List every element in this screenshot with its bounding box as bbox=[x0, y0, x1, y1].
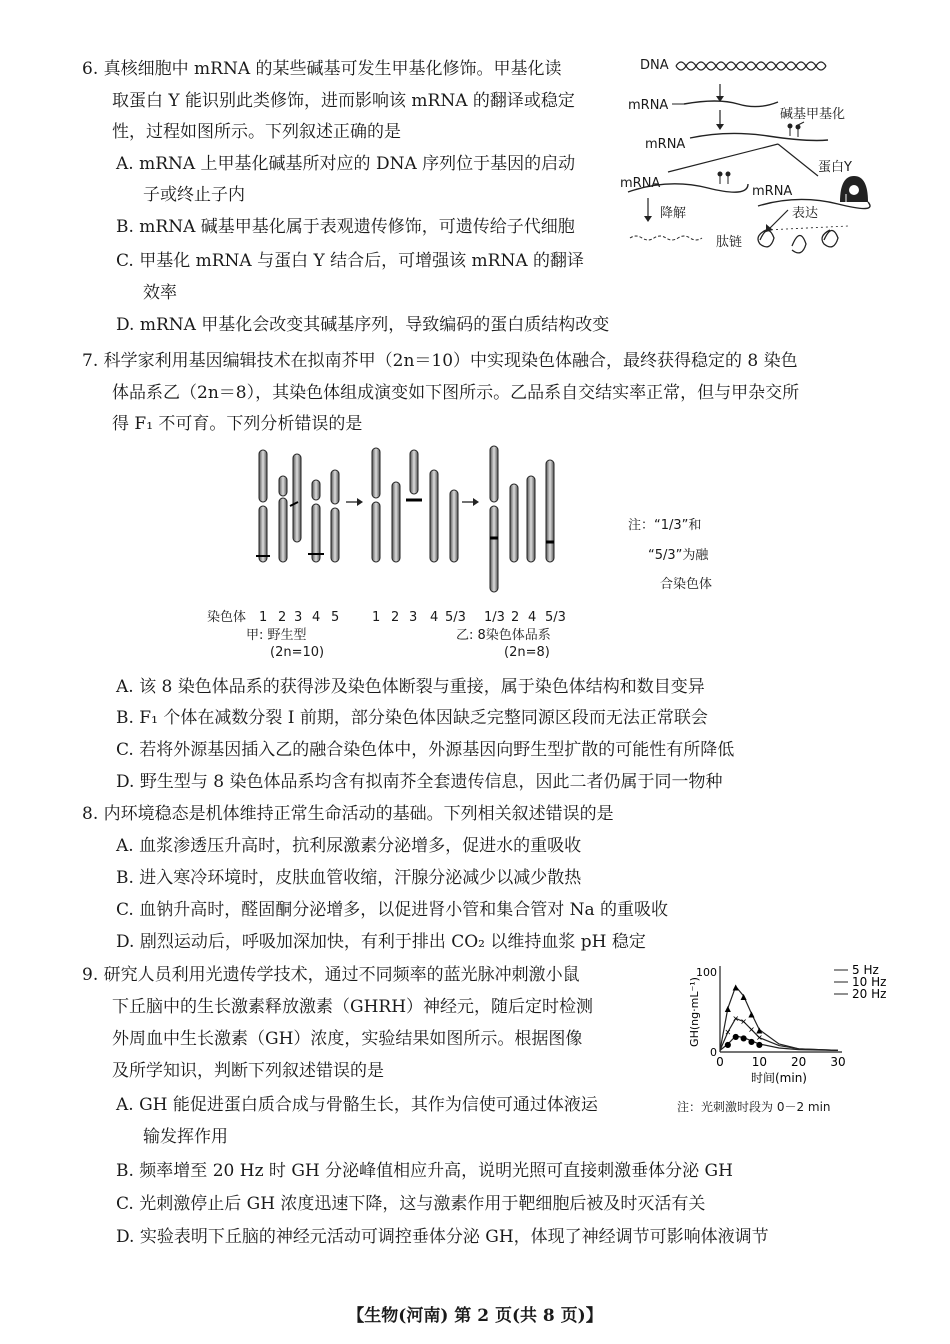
q9-line-4: 及所学知识，判断下列叙述错误的是 bbox=[112, 1061, 384, 1081]
fig6-protein-y: 蛋白Y bbox=[818, 160, 852, 175]
q7-jia-label: 甲: 野生型 bbox=[246, 628, 307, 643]
q9-line-1: 9. 研究人员利用光遗传学技术，通过不同频率的蓝光脉冲刺激小鼠 bbox=[82, 965, 580, 985]
q7-line-2: 体品系乙（2n＝8），其染色体组成演变如下图所示。乙品系自交结实率正常，但与甲杂交所 bbox=[112, 383, 800, 403]
data-point: ✕ bbox=[732, 1014, 740, 1024]
q8-option-b: B. 进入寒冷环境时，皮肤血管收缩，汗腺分泌减少以减少散热 bbox=[116, 868, 582, 888]
y-tick-label: 100 bbox=[696, 966, 717, 979]
data-point: ● bbox=[724, 1040, 732, 1049]
q7-g1-n4: 4 bbox=[312, 610, 321, 625]
q7-row-label: 染色体 bbox=[207, 610, 247, 625]
q7-line-3: 得 F₁ 不可育。下列分析错误的是 bbox=[112, 414, 363, 434]
chromosomes-yi bbox=[490, 446, 554, 592]
data-point: ✕ bbox=[740, 1017, 747, 1027]
fig6-methyl-label: 碱基甲基化 bbox=[780, 107, 846, 122]
q7-yi-n: (2n=8) bbox=[504, 645, 550, 660]
q9-chart-note: 注：光刺激时段为 0－2 min bbox=[677, 1100, 831, 1114]
data-point: ✕ bbox=[724, 1028, 732, 1037]
fig6-mrna-1: mRNA bbox=[628, 98, 669, 113]
q8-option-d: D. 剧烈运动后，呼吸加深加快，有利于排出 CO₂ 以维持血浆 pH 稳定 bbox=[116, 932, 646, 952]
q7-g2-n5: 5/3 bbox=[445, 610, 466, 625]
dna-helix-icon bbox=[676, 58, 836, 78]
fig6-mrna-2: mRNA bbox=[645, 137, 686, 152]
legend-label: 5 Hz bbox=[852, 963, 879, 977]
fig6-mrna-3: mRNA bbox=[620, 176, 661, 191]
fig6-peptide: 肽链 bbox=[716, 235, 743, 250]
data-point: ✕ bbox=[748, 1025, 755, 1035]
q6-line-1: 6. 真核细胞中 mRNA 的某些碱基可发生甲基化修饰。甲基化读 bbox=[82, 59, 562, 79]
q9-line-3: 外周血中生长激素（GH）浓度，实验结果如图所示。根据图像 bbox=[112, 1029, 583, 1049]
q7-g1-n2: 2 bbox=[278, 610, 287, 625]
q8-line-1: 8. 内环境稳态是机体维持正常生命活动的基础。下列相关叙述错误的是 bbox=[82, 804, 614, 824]
x-tick-label: 0 bbox=[716, 1055, 724, 1069]
data-point: ● bbox=[732, 1032, 740, 1041]
q8-option-c: C. 血钠升高时，醛固酮分泌增多，以促进肾小管和集合管对 Na 的重吸收 bbox=[116, 900, 669, 920]
page-footer: 【生物(河南) 第 2 页(共 8 页)】 bbox=[347, 1306, 603, 1326]
x-tick-label: 20 bbox=[791, 1055, 807, 1069]
q6-option-b: B. mRNA 碱基甲基化属于表观遗传修饰，可遗传给子代细胞 bbox=[116, 217, 575, 237]
q8-option-a: A. 血浆渗透压升高时，抗利尿激素分泌增多，促进水的重吸收 bbox=[116, 836, 582, 856]
fig6-express: 表达 bbox=[792, 206, 819, 221]
q7-option-d: D. 野生型与 8 染色体品系均含有拟南芥全套遗传信息，因此二者仍属于同一物种 bbox=[116, 772, 723, 792]
q7-note-3: 合染色体 bbox=[660, 577, 713, 592]
q7-g1-n3: 3 bbox=[294, 610, 303, 625]
x-tick-label: 10 bbox=[751, 1055, 767, 1069]
chromosomes-jia bbox=[256, 450, 339, 562]
q6-option-a-cont: 子或终止子内 bbox=[143, 185, 245, 205]
data-point: ▲ bbox=[756, 1025, 763, 1035]
q7-g3-n3: 4 bbox=[528, 610, 537, 625]
q7-g1-n1: 1 bbox=[259, 610, 268, 625]
q7-g2-n3: 3 bbox=[409, 610, 418, 625]
q7-line-1: 7. 科学家利用基因编辑技术在拟南芥甲（2n＝10）中实现染色体融合，最终获得稳定的 8 染色 bbox=[82, 351, 798, 371]
q7-g2-n1: 1 bbox=[372, 610, 381, 625]
q9-option-a-cont: 输发挥作用 bbox=[143, 1127, 228, 1147]
q9-option-c: C. 光刺激停止后 GH 浓度迅速下降，这与激素作用于靶细胞后被及时灭活有关 bbox=[116, 1194, 706, 1214]
q6-line-2: 取蛋白 Y 能识别此类修饰，进而影响该 mRNA 的翻译或稳定 bbox=[112, 91, 575, 111]
data-point: ● bbox=[747, 1036, 755, 1046]
q7-g3-n4: 5/3 bbox=[545, 610, 566, 625]
fig6-degrade: 降解 bbox=[660, 206, 687, 221]
x-tick-label: 30 bbox=[830, 1055, 846, 1069]
q6-option-c: C. 甲基化 mRNA 与蛋白 Y 结合后，可增强该 mRNA 的翻译 bbox=[116, 251, 584, 271]
q6-option-c-cont: 效率 bbox=[143, 283, 177, 303]
q7-option-c: C. 若将外源基因插入乙的融合染色体中，外源基因向野生型扩散的可能性有所降低 bbox=[116, 740, 735, 760]
q9-line-2: 下丘脑中的生长激素释放激素（GHRH）神经元，随后定时检测 bbox=[112, 997, 594, 1017]
q9-option-a: A. GH 能促进蛋白质合成与骨骼生长，其作为信使可通过体液运 bbox=[116, 1095, 598, 1115]
data-point: ▲ bbox=[732, 982, 739, 992]
q9-option-d: D. 实验表明下丘脑的神经元活动可调控垂体分泌 GH，体现了神经调节可影响体液调节 bbox=[116, 1227, 769, 1247]
data-point: ▲ bbox=[740, 992, 747, 1001]
fig6-mrna-4: mRNA bbox=[752, 184, 793, 199]
q6-line-3: 性，过程如图所示。下列叙述正确的是 bbox=[112, 122, 401, 142]
chromosomes-intermediate bbox=[372, 448, 458, 562]
q7-g3-n1: 1/3 bbox=[484, 610, 505, 625]
q7-jia-n: (2n=10) bbox=[270, 645, 325, 660]
legend-label: 10 Hz bbox=[852, 975, 887, 989]
y-axis-label: GH(ng·mL⁻¹) bbox=[688, 977, 701, 1047]
gh-line-chart bbox=[680, 960, 887, 1090]
q9-option-b: B. 频率增至 20 Hz 时 GH 分泌峰值相应升高，说明光照可直接刺激垂体分泌 GH bbox=[116, 1161, 733, 1181]
legend-label: 20 Hz bbox=[852, 987, 887, 1001]
data-point: ● bbox=[740, 1033, 748, 1043]
q7-yi-label: 乙: 8染色体品系 bbox=[456, 628, 551, 643]
q7-note-1: 注：“1/3”和 bbox=[628, 518, 702, 533]
q7-g3-n2: 2 bbox=[511, 610, 520, 625]
data-point: ▲ bbox=[724, 1004, 731, 1013]
q7-g2-n4: 4 bbox=[430, 610, 439, 625]
q7-option-b: B. F₁ 个体在减数分裂 Ⅰ 前期，部分染色体因缺乏完整同源区段而无法正常联会 bbox=[116, 708, 708, 728]
q7-g1-n5: 5 bbox=[331, 610, 340, 625]
q7-g2-n2: 2 bbox=[391, 610, 400, 625]
x-axis-label: 时间(min) bbox=[751, 1071, 807, 1085]
q6-option-d: D. mRNA 甲基化会改变其碱基序列，导致编码的蛋白质结构改变 bbox=[116, 315, 610, 335]
data-point: ● bbox=[755, 1040, 763, 1049]
q7-option-a: A. 该 8 染色体品系的获得涉及染色体断裂与重接，属于染色体结构和数目变异 bbox=[116, 677, 705, 697]
q6-option-a: A. mRNA 上甲基化碱基所对应的 DNA 序列位于基因的启动 bbox=[116, 154, 576, 174]
q7-note-2: “5/3”为融 bbox=[648, 548, 709, 563]
data-point: ▲ bbox=[748, 1009, 755, 1019]
fig6-dna-label: DNA bbox=[640, 58, 669, 73]
data-point: ✕ bbox=[755, 1033, 763, 1043]
q7-chromosome-figure bbox=[250, 446, 590, 606]
y-tick-label: 0 bbox=[710, 1046, 717, 1059]
